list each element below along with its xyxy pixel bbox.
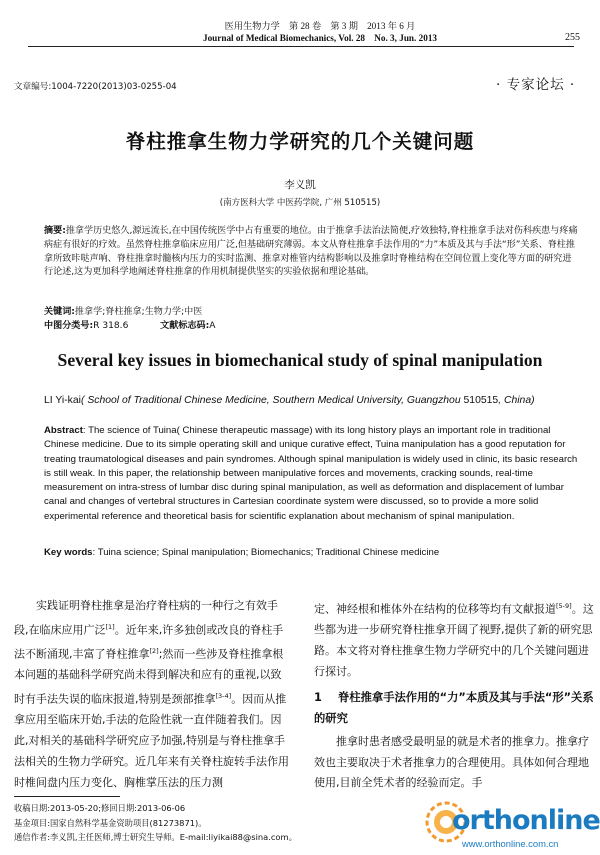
title-cn: 脊柱推拿生物力学研究的几个关键问题: [125, 130, 475, 153]
footnotes: [14, 801, 394, 845]
body-text-right: [314, 596, 594, 682]
column-tag: · 专家论坛 ·: [496, 77, 576, 93]
classification-cn: [44, 320, 216, 333]
title-en: Several key issues in biomechanical study of spinal manipulation: [57, 350, 543, 370]
page-number: 255: [565, 32, 580, 43]
abstract-cn: [44, 225, 580, 280]
footnote-fund: 基金项目:国家自然科学基金资助项目(81273871)。: [14, 817, 207, 828]
abstract-en: [44, 424, 580, 524]
citation-3-4: [3-4]: [215, 692, 232, 701]
body-left-p4: 。因而从推拿应用至临床开始,手法的危险性就一直伴随着我们。因此,对相关的基础科学研究应予加强,特别是与脊柱推拿手法相关的生物力学研究。近几年来有关脊柱旋转手法作用时椎间盘内压力变化、胸椎掌压法的压力测: [14, 692, 289, 789]
keywords-en-text: : Tuina science; Spinal manipulation; Biomechanics; Traditional Chinese medicine: [92, 547, 440, 558]
abstract-en-label: Abstract: [44, 425, 83, 436]
author-en-affiliation: ( School of Traditional Chinese Medicine, Southern Medical University, Guangzhou: [80, 395, 461, 406]
section-1-heading: [314, 687, 594, 729]
keywords-cn-label: 关键词:: [44, 307, 75, 317]
body-text-left: [14, 596, 292, 793]
keywords-cn-text: 推拿学;脊柱推拿;生物力学;中医: [74, 307, 203, 317]
body-left-p1: 实践证明脊柱推拿是治疗脊柱病的一种行之有效手段,在临床应用广泛: [14, 599, 278, 637]
author-cn: 李义凯: [284, 179, 316, 191]
doc-code-label: 文献标志码:: [160, 321, 210, 331]
watermark-url: www.orthonline.com.cn: [462, 838, 559, 849]
body-right-p2: 。这些都为进一步研究脊柱推拿开阔了视野,提供了新的研究思路。本文将对脊柱推拿生物力学研究中的几个关键问题进行探讨。: [314, 602, 594, 678]
doc-code-value: A: [209, 321, 216, 331]
footnote-dates: 收稿日期:2013-05-20;修回日期:2013-06-06: [14, 803, 186, 813]
journal-header-en: Journal of Medical Biomechanics, Vol. 28 No. 3, Jun. 2013: [202, 33, 438, 43]
body-right-p1: 定、神经根和椎体外在结构的位移等均有文献报道: [314, 602, 556, 616]
affiliation-cn: (南方医科大学 中医药学院, 广州 510515): [219, 198, 381, 208]
section-1-number: 1: [314, 691, 322, 704]
author-en-postcode: 510515: [460, 395, 499, 406]
footnote-rule: [14, 796, 120, 797]
citation-5-9: [5-9]: [556, 602, 572, 610]
body-left-p2: 。近年来,许多独创或改良的脊柱手法不断涌现,丰富了脊柱推拿: [14, 623, 284, 661]
header-rule: [28, 46, 574, 47]
abstract-cn-label: 摘要:: [44, 226, 66, 236]
citation-1: [1]: [105, 622, 115, 631]
clc-label: 中图分类号:: [44, 321, 94, 331]
article-number: 文章编号:1004-7220(2013)03-0255-04: [14, 82, 177, 92]
author-en-name: LI Yi-kai: [44, 395, 81, 406]
keywords-cn: [44, 306, 202, 319]
footnote-contact: 通信作者:李义凯,主任医师,博士研究生导师。E-mail:liyikai88@sina.com。: [14, 832, 297, 843]
section-1-body: 推拿时患者感受最明显的就是术者的推拿力。推拿疗效也主要取决于术者推拿力的合理使用。具体如何合理地使用,目前全凭术者的经验而定。手: [314, 735, 589, 790]
keywords-en: [44, 547, 439, 558]
citation-2: [2]: [149, 647, 159, 656]
author-en-country: , China): [498, 395, 535, 406]
section-1-title: 脊柱推拿手法作用的“力”本质及其与手法“形”关系的研究: [314, 691, 594, 725]
author-en: [44, 395, 535, 406]
keywords-en-label: Key words: [44, 547, 93, 558]
body-left-p3: ;然而一些涉及脊柱推拿根本问题的基础科学研究尚未得到解决和应有的重视,以致时有手法失误的临床报道,特别是颈部推拿: [14, 647, 284, 706]
abstract-en-text: : The science of Tuina( Chinese therapeutic massage) with its long history plays an important role in traditional Chinese medicine. Due to its simple operating skill and unique curative effect, Tuina manipulation has a good reputation for treating traumatological diseases and pain syndromes. Although spinal manipulation is widely used in clinic, its basic research is still weak. In this paper, the relationship between manipulative forces and movements, cracking sounds, real-time measurement on intra-stress of lumbar disc during spinal manipulation, as well as deformation and displacement of lumbar canal and changes of vertebral structures in Cartesian coordinate system were discussed, so to provide a more solid experimental reference and theoretical basis for scientific explanation about mechanism of spinal manipulation.: [44, 425, 578, 522]
journal-header-cn: 医用生物力学 第 28 卷 第 3 期 2013 年 6 月: [224, 21, 416, 31]
watermark-logo-text: orthonline: [452, 805, 600, 836]
clc-value: R 318.6: [93, 321, 129, 331]
abstract-cn-text: 推拿学历史悠久,源远流长,在中国传统医学中占有重要的地位。由于推拿手法治法简便,疗效独特,脊柱推拿手法对伤科疾患与疼痛病症有很好的疗效。虽然脊柱推拿临床应用广泛,但基础研究薄弱。本文从脊柱推拿手法作用的“力”本质及其与手法“形”关系、脊柱推拿所致咔哒声响、脊柱推拿时髓核内压力的实时监测、推拿对椎管内结构影响以及推拿时脊椎结构在空间位置上变化等方面的研究进行论述,这为更加科学地阐述脊柱推拿的作用机制提供坚实的实验依据和理论基础。: [44, 226, 578, 278]
